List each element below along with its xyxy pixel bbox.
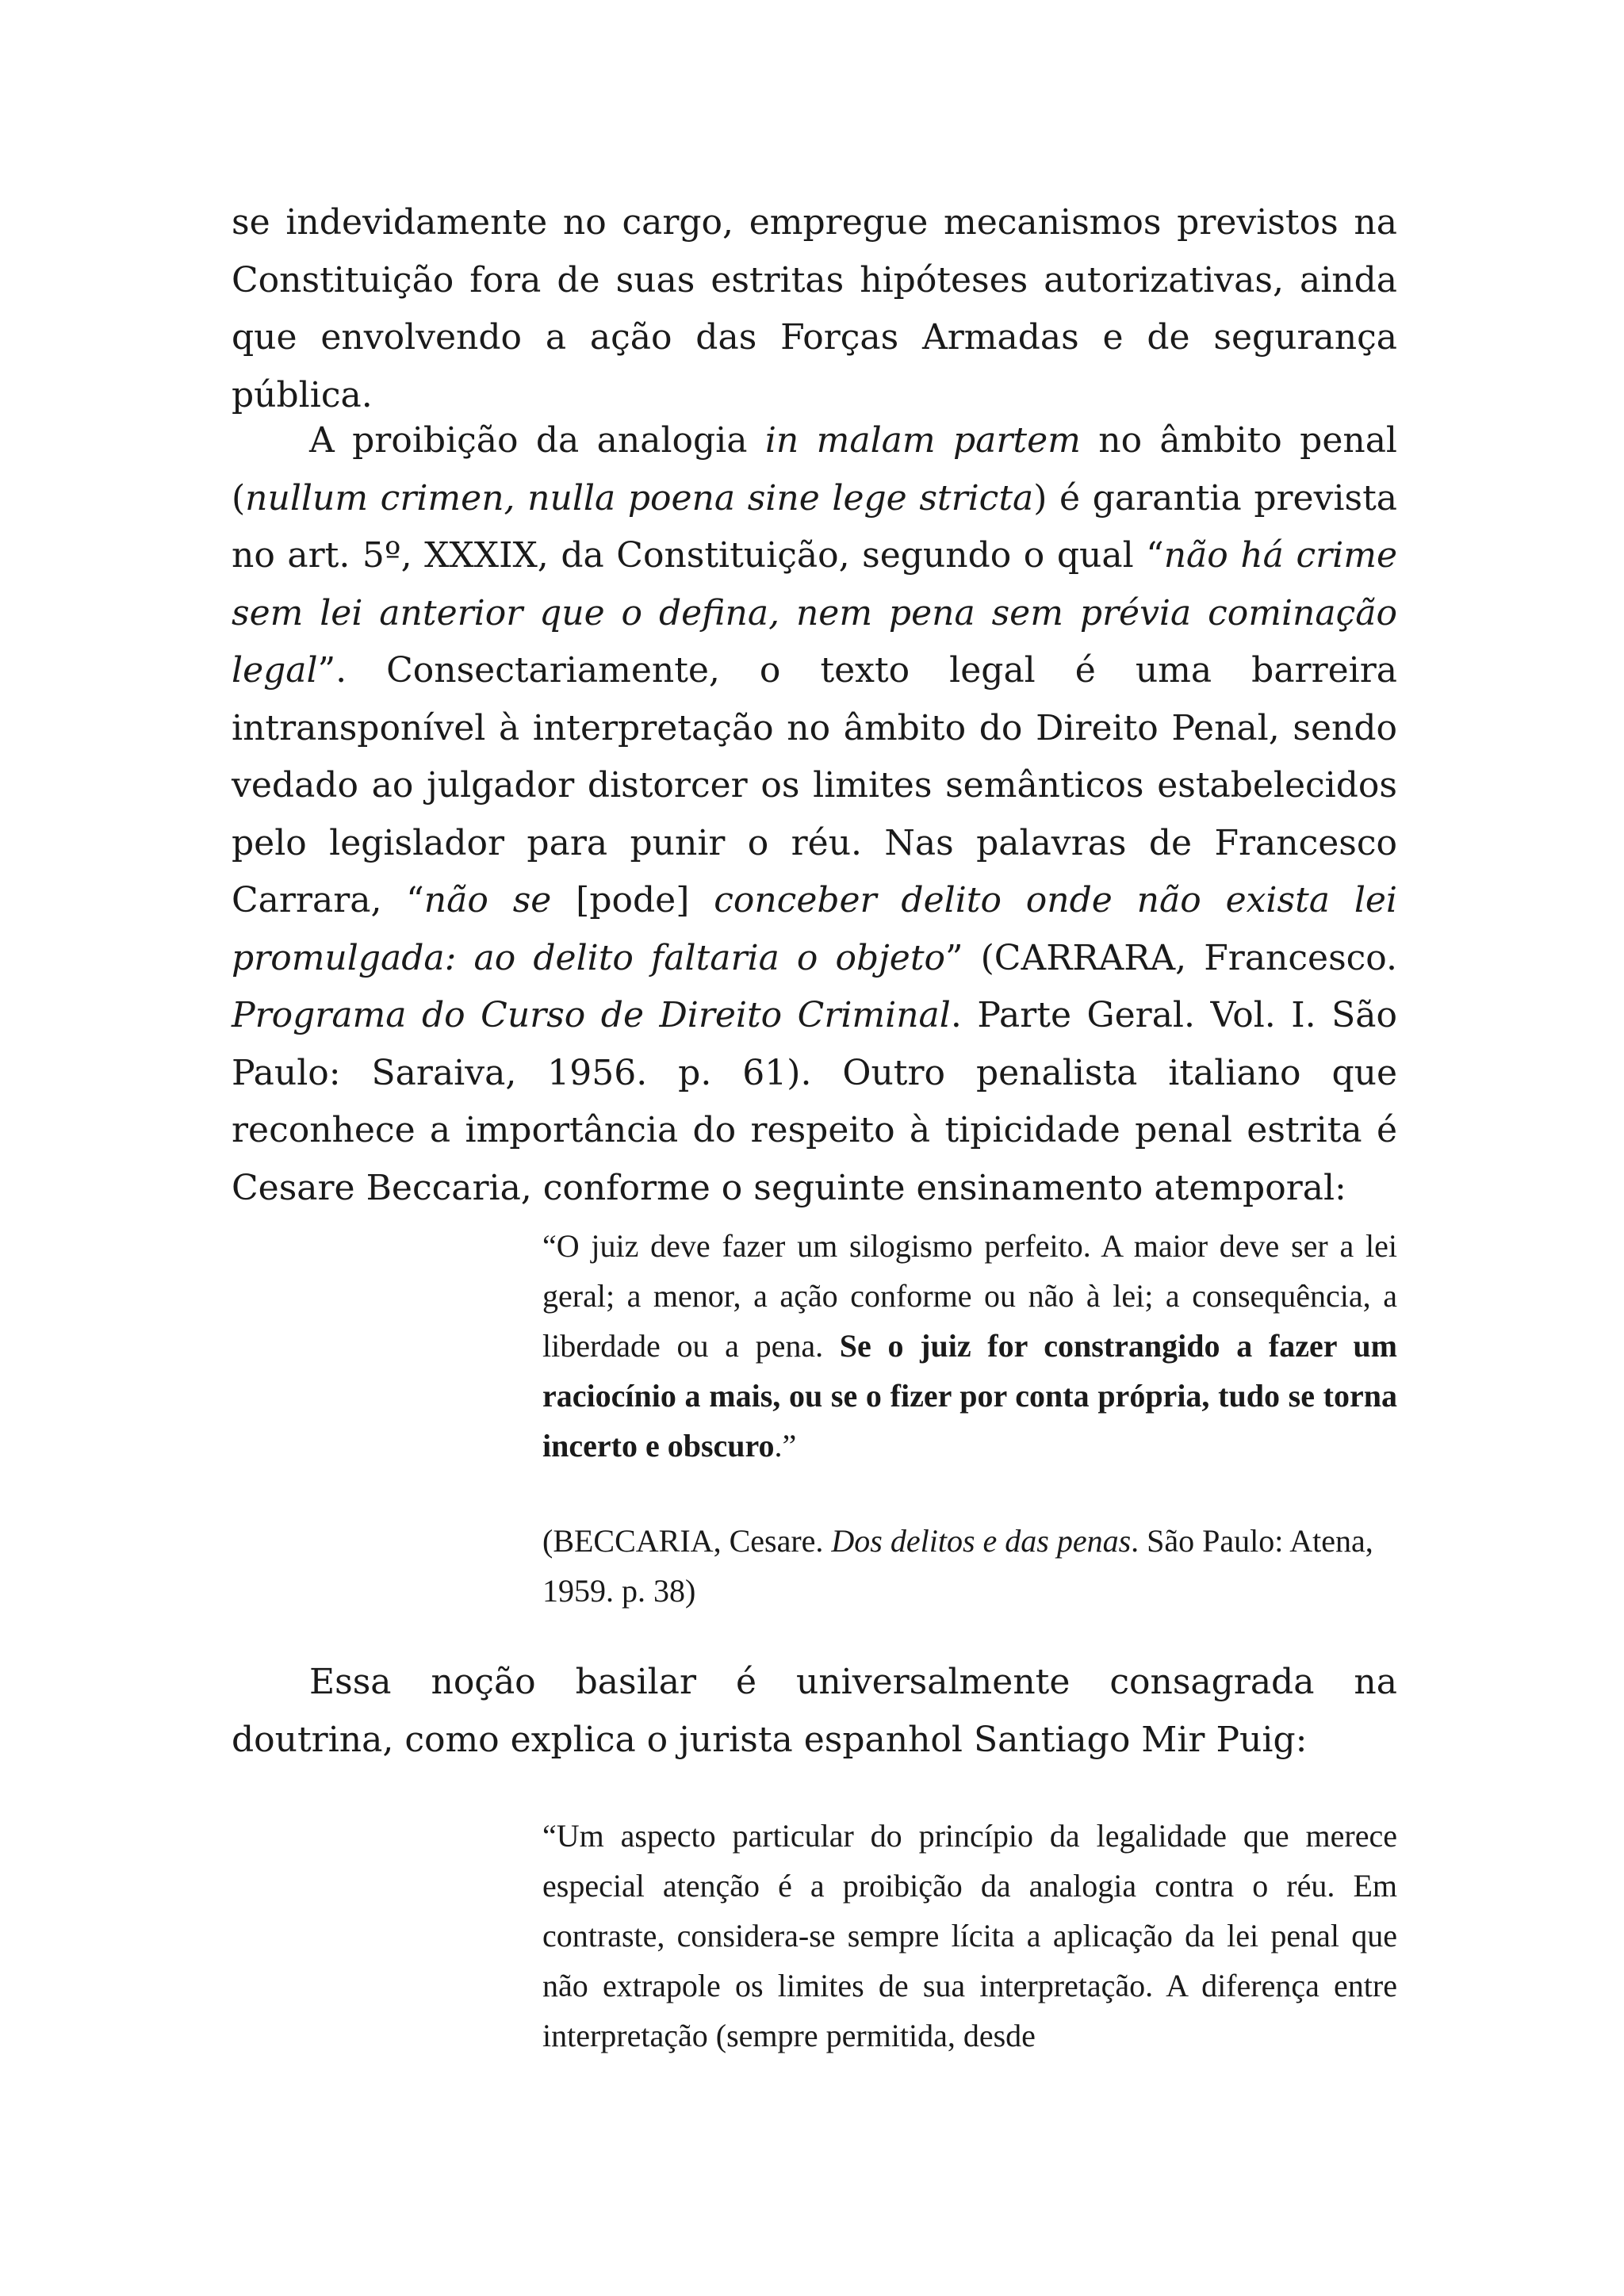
text-span: ) é garantia prevista no art. 5º, XXXIX, da Constituição, segundo o qual “ [232, 477, 1397, 576]
carrara-quote-part: não se [423, 880, 552, 920]
book-title-beccaria: Dos delitos e das penas [831, 1523, 1132, 1559]
constitution-quote: não há crime sem lei anterior que o defina, nem pena sem prévia cominação legal [232, 535, 1397, 691]
book-title-carrara: Programa do Curso de Direito Criminal [232, 995, 951, 1035]
text-span: ” (CARRARA, Francesco. [945, 937, 1397, 978]
quote-emphasis: Se o juiz for constrangido a fazer um raciocínio a mais, ou se o fizer por conta própria, tudo se torna incerto e obscuro [542, 1328, 1397, 1464]
text-span: [pode] [551, 880, 714, 920]
paragraph-mir-puig-intro [232, 1654, 1397, 1769]
quote-end: .” [774, 1428, 797, 1464]
block-quote-beccaria [542, 1221, 1397, 1471]
latin-maxim-nullum-crimen: nullum crimen, nulla poena sine lege stricta [245, 477, 1034, 519]
paragraph-3-text: Essa noção basilar é universalmente consagrada na doutrina, como explica o jurista espanhol Santiago Mir Puig: [232, 1662, 1397, 1760]
text-span: . Parte Geral. Vol. I. São Paulo: Saraiva, 1956. p. 61). Outro penalista italiano que reconhece a importância do respeito à tipicidade penal estrita é Cesare Beccaria, conforme o seguinte ensinamento atemporal: [232, 995, 1398, 1208]
quote-text: “O juiz deve fazer um silogismo perfeito. A maior deve ser a lei geral; a menor, a ação conforme ou não à lei; a consequência, a liberdade ou a pena. [542, 1228, 1397, 1364]
quote-text: “Um aspecto particular do princípio da legalidade que merece especial atenção é a proibição da analogia contra o réu. Em contraste, considera-se sempre lícita a aplicação da lei penal que não extrapole os limites de sua interpretação. A diferença entre interpretação (sempre permitida, desde [542, 1818, 1397, 2053]
text-span: no âmbito penal ( [232, 420, 1398, 519]
paragraph-continuation [232, 194, 1397, 424]
paragraph-analogy-prohibition [232, 412, 1397, 1217]
citation-text: . São Paulo: Atena, 1959. p. 38) [542, 1523, 1373, 1609]
citation-text: (BECCARIA, Cesare. [542, 1523, 832, 1559]
citation-beccaria [542, 1516, 1397, 1616]
block-quote-mir-puig [542, 1811, 1397, 2061]
latin-term-in-malam-partem: in malam partem [764, 420, 1081, 461]
text-span: A proibição da analogia [309, 420, 765, 461]
text-span: ”. Consectariamente, o texto legal é uma barreira intransponível à interpretação no âmbito do Direito Penal, sendo vedado ao julgador distorcer os limites semânticos estabelecidos pelo legislador para punir o réu. Nas palavras de Francesco Carrara, “ [232, 650, 1397, 920]
carrara-quote-part: conceber delito onde não exista lei promulgada: ao delito faltaria o objeto [232, 880, 1398, 978]
paragraph-1-text: se indevidamente no cargo, empregue mecanismos previstos na Constituição fora de suas estritas hipóteses autorizativas, ainda que envolvendo a ação das Forças Armadas e de segurança pública. [232, 202, 1397, 415]
